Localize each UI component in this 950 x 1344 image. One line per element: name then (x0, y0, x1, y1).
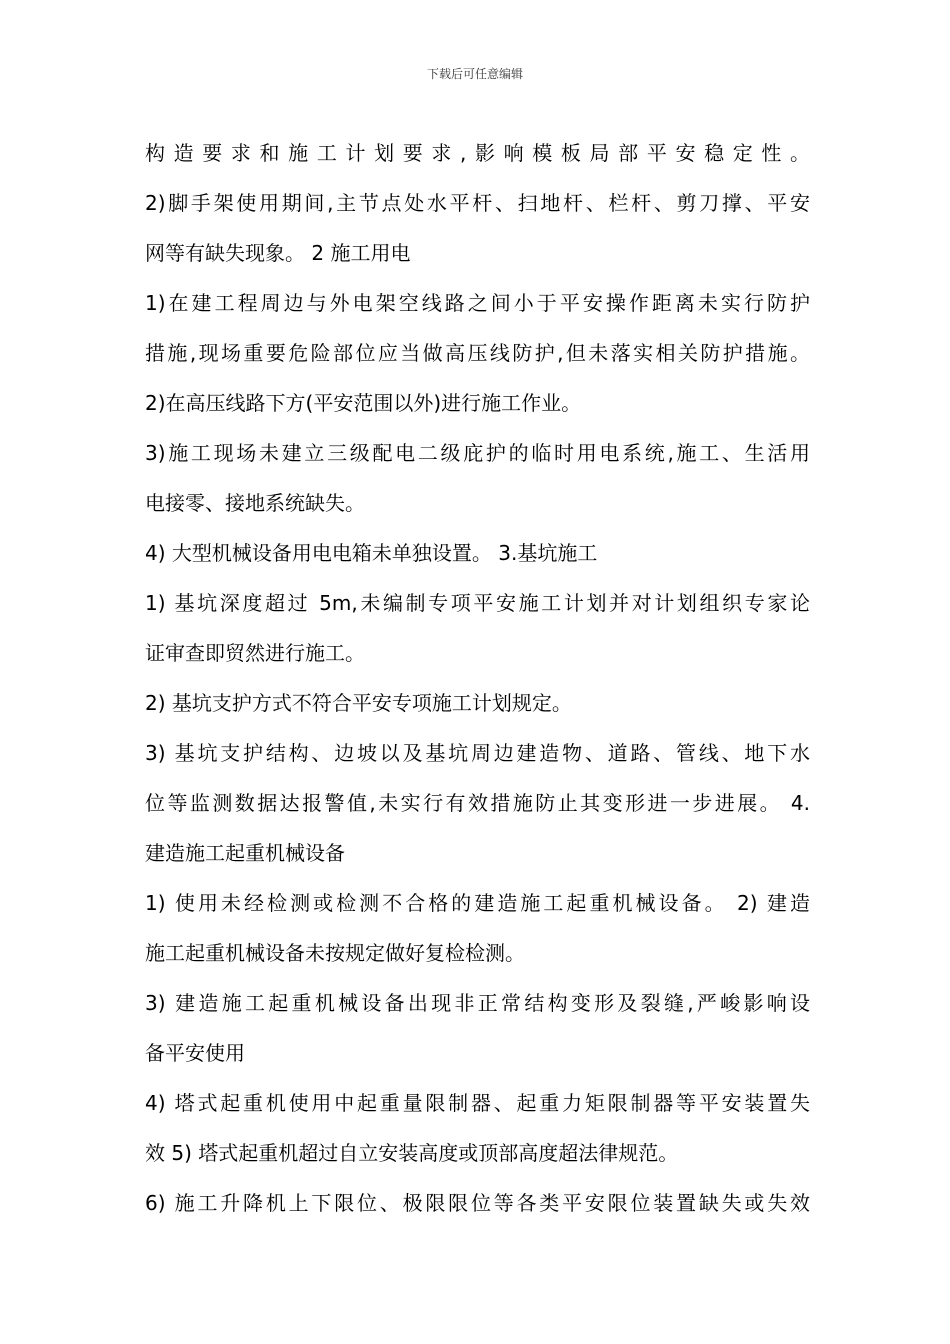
text-line: 构造要求和施工计划要求,影响模板局部平安稳定性。 (145, 141, 810, 165)
text-line: 建造施工起重机械设备 (145, 841, 345, 865)
text-line: 4) 大型机械设备用电电箱未单独设置。 3.基坑施工 (145, 541, 598, 565)
text-line: 3)施工现场未建立三级配电二级庇护的临时用电系统,施工、生活用 (145, 441, 810, 465)
text-line: 网等有缺失现象。 2 施工用电 (145, 241, 411, 265)
text-line: 位等监测数据达报警值,未实行有效措施防止其变形进一步进展。 4. (145, 791, 810, 815)
document-body (145, 128, 810, 1228)
text-line: 1) 使用未经检测或检测不合格的建造施工起重机械设备。 2) 建造 (145, 891, 810, 915)
text-line: 效 5) 塔式起重机超过自立安装高度或顶部高度超法律规范。 (145, 1141, 679, 1165)
text-line: 备平安使用 (145, 1041, 245, 1065)
text-line: 施工起重机械设备未按规定做好复检检测。 (145, 941, 525, 965)
text-line: 3) 建造施工起重机械设备出现非正常结构变形及裂缝,严峻影响设 (145, 991, 810, 1015)
text-line: 措施,现场重要危险部位应当做高压线防护,但未落实相关防护措施。 (145, 341, 810, 365)
text-line: 1)在建工程周边与外电架空线路之间小于平安操作距离未实行防护 (145, 291, 810, 315)
text-line: 6) 施工升降机上下限位、极限限位等各类平安限位装置缺失或失效 (145, 1191, 810, 1215)
text-line: 电接零、接地系统缺失。 (145, 491, 365, 515)
text-line: 2) 基坑支护方式不符合平安专项施工计划规定。 (145, 691, 572, 715)
page-header: 下载后可任意编辑 (426, 67, 523, 81)
text-line: 2)在高压线路下方(平安范围以外)进行施工作业。 (145, 391, 582, 415)
text-line: 1) 基坑深度超过 5m,未编制专项平安施工计划并对计划组织专家论 (145, 591, 810, 615)
text-line: 证审查即贸然进行施工。 (145, 641, 365, 665)
text-line: 2)脚手架使用期间,主节点处水平杆、扫地杆、栏杆、剪刀撑、平安 (145, 191, 810, 215)
text-line: 4) 塔式起重机使用中起重量限制器、起重力矩限制器等平安装置失 (145, 1091, 810, 1115)
text-line: 3) 基坑支护结构、边坡以及基坑周边建造物、道路、管线、地下水 (145, 741, 810, 765)
